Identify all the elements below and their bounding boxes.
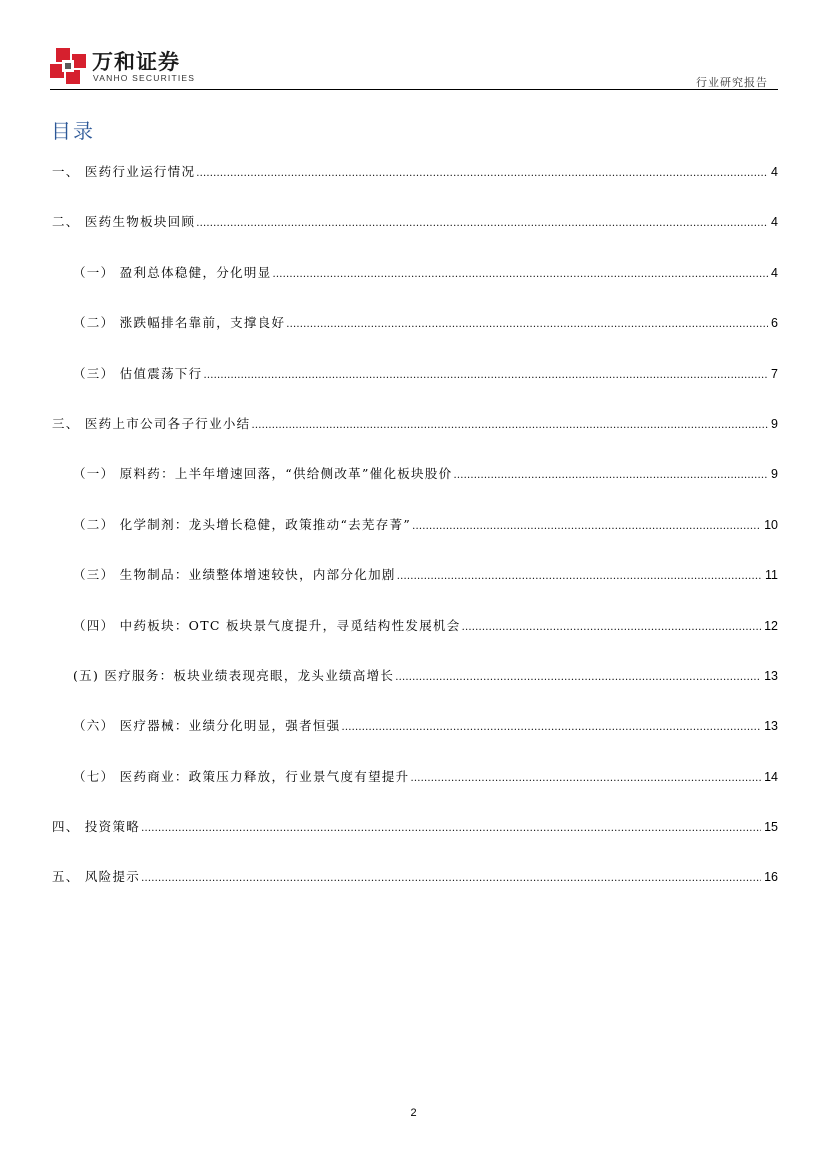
toc-subentry[interactable] — [52, 263, 778, 313]
toc-entry-page: 12 — [764, 618, 778, 633]
toc-entry-label: 五、 风险提示 — [52, 869, 141, 885]
toc-subentry[interactable] — [52, 313, 778, 363]
toc-entry-label: （二） 化学制剂：龙头增长稳健，政策推动“去芜存菁” — [73, 516, 412, 532]
toc-entry-label: （一） 原料药：上半年增速回落，“供给侧改革”催化板块股价 — [73, 466, 453, 482]
toc-entry-page: 4 — [771, 165, 778, 179]
toc-subentry[interactable] — [52, 464, 778, 514]
toc-entry-label: （一） 盈利总体稳健，分化明显 — [73, 264, 272, 280]
toc-entry[interactable] — [52, 162, 778, 212]
toc-entry[interactable] — [52, 817, 778, 867]
toc-dot-leader — [196, 218, 768, 229]
toc-dot-leader — [272, 269, 768, 280]
toc-entry-page: 14 — [764, 769, 778, 784]
toc-entry[interactable] — [52, 212, 778, 262]
report-type-label: 行业研究报告 — [696, 76, 768, 89]
brand-name-en: VANHO SECURITIES — [93, 73, 196, 83]
toc-entry-label: 四、 投资策略 — [52, 819, 141, 835]
toc-dot-leader — [203, 370, 768, 381]
toc-subentry[interactable] — [52, 666, 778, 716]
toc-dot-leader — [395, 672, 761, 683]
toc-subentry[interactable] — [52, 364, 778, 414]
toc-entry-page: 4 — [771, 265, 778, 280]
toc-entry-page: 6 — [771, 316, 778, 331]
toc-title: 目录 — [51, 119, 95, 143]
toc-dot-leader — [410, 773, 761, 784]
toc-entry-label: 二、 医药生物板块回顾 — [52, 214, 196, 230]
toc-entry-page: 4 — [771, 215, 778, 230]
toc-dot-leader — [341, 722, 761, 733]
toc-subentry[interactable] — [52, 565, 778, 615]
toc-entry-page: 13 — [764, 668, 778, 683]
toc-entry-label: 三、 医药上市公司各子行业小结 — [52, 415, 251, 431]
page-number: 2 — [410, 1107, 417, 1119]
toc-dot-leader — [412, 521, 761, 532]
toc-entry-page: 11 — [765, 568, 778, 583]
toc-subentry[interactable] — [52, 515, 778, 565]
toc-entry-label: 一、 医药行业运行情况 — [52, 164, 196, 179]
toc-entry-page: 7 — [771, 366, 778, 381]
toc-dot-leader — [251, 420, 768, 431]
toc-entry-label: （三） 估值震荡下行 — [73, 365, 203, 381]
toc-entry-label: (五) 医疗服务：板块业绩表现亮眼，龙头业绩高增长 — [73, 667, 395, 683]
toc-subentry[interactable] — [52, 767, 778, 817]
toc-entry-page: 10 — [764, 517, 778, 532]
toc-dot-leader — [196, 168, 768, 179]
toc-entry-page: 9 — [771, 416, 778, 431]
toc-dot-leader — [286, 319, 768, 330]
toc-entry-page: 16 — [764, 870, 778, 885]
toc-dot-leader — [141, 873, 761, 884]
toc-entry[interactable] — [52, 414, 778, 464]
brand-name-cn: 万和证券 — [92, 50, 180, 74]
toc-dot-leader — [462, 622, 761, 633]
toc-subentry[interactable] — [52, 716, 778, 766]
toc-list — [52, 162, 778, 918]
page-header — [50, 44, 778, 90]
toc-dot-leader — [141, 823, 761, 834]
toc-entry-label: （七） 医药商业：政策压力释放，行业景气度有望提升 — [73, 768, 410, 784]
toc-entry[interactable] — [52, 867, 778, 917]
toc-entry-label: （三） 生物制品：业绩整体增速较快，内部分化加剧 — [73, 567, 396, 583]
toc-entry-label: （六） 医疗器械：业绩分化明显，强者恒强 — [73, 718, 341, 734]
toc-entry-label: （二） 涨跌幅排名靠前，支撑良好 — [73, 315, 286, 331]
header-divider — [50, 89, 778, 90]
vanho-logo-icon — [50, 48, 86, 84]
toc-entry-page: 13 — [764, 719, 778, 734]
toc-entry-page: 15 — [764, 820, 778, 835]
toc-subentry[interactable] — [52, 616, 778, 666]
toc-entry-label: （四） 中药板块：OTC 板块景气度提升，寻觅结构性发展机会 — [73, 617, 461, 633]
toc-dot-leader — [453, 470, 768, 481]
toc-entry-page: 9 — [771, 467, 778, 482]
toc-dot-leader — [397, 571, 762, 582]
